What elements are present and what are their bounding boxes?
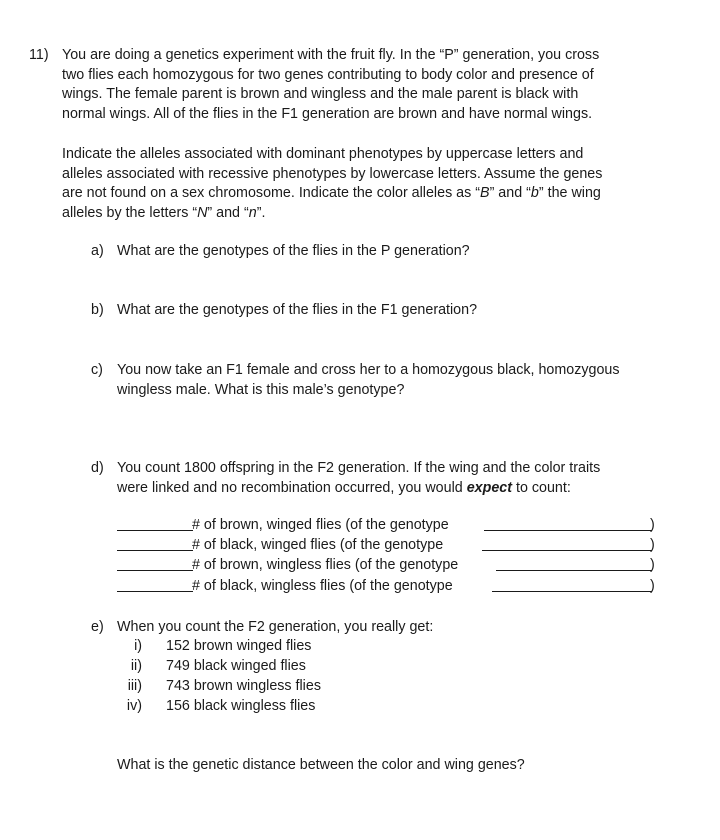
part-c-question: [117, 361, 692, 400]
close-paren: ): [650, 517, 655, 533]
close-paren: ): [650, 537, 655, 553]
question-number: 11): [29, 47, 49, 63]
allele-B: B: [480, 185, 490, 201]
final-question: What is the genetic distance between the color and wing genes?: [117, 757, 525, 773]
part-d-line: [117, 479, 692, 499]
genotype-blank[interactable]: [484, 530, 652, 531]
instruction-text: alleles by the letters “: [62, 204, 198, 221]
expected-row-label: # of brown, winged flies (of the genotype: [192, 517, 449, 533]
part-d-question: [117, 459, 692, 498]
instruction-line: [62, 184, 682, 204]
part-e-question: When you count the F2 generation, you really get:: [117, 619, 434, 635]
allele-b: b: [530, 185, 539, 201]
count-blank[interactable]: [117, 530, 193, 531]
expected-row-label: # of black, wingless flies (of the genotype: [192, 578, 453, 594]
intro-line: normal wings. All of the flies in the F1 generation are brown and have normal wings.: [62, 105, 593, 122]
part-c-line: wingless male. What is this male’s genotype?: [117, 381, 405, 398]
part-b-question: What are the genotypes of the flies in the F1 generation?: [117, 302, 478, 318]
part-a-label: a): [91, 243, 104, 259]
instruction-line: Indicate the alleles associated with dominant phenotypes by uppercase letters and: [62, 146, 584, 162]
count-blank[interactable]: [117, 550, 193, 551]
part-a-question: What are the genotypes of the flies in the P generation?: [117, 243, 470, 259]
part-d-text: to count:: [512, 479, 571, 496]
list-item: 156 black wingless flies: [166, 698, 316, 714]
close-paren: ): [650, 578, 655, 594]
allele-N: N: [197, 204, 208, 221]
instruction-text: ”.: [256, 204, 266, 221]
list-item: 743 brown wingless flies: [166, 678, 321, 694]
part-e-label: e): [91, 619, 104, 635]
part-b-label: b): [91, 302, 104, 318]
genotype-blank[interactable]: [496, 570, 652, 571]
instruction-text: ” and “: [489, 185, 531, 201]
instruction-text: ” the wing: [538, 185, 601, 201]
expected-row-label: # of black, winged flies (of the genotype: [192, 537, 444, 553]
instruction-text: are not found on a sex chromosome. Indicate the color alleles as “: [62, 185, 481, 201]
close-paren: ): [650, 557, 655, 573]
allele-instructions: [62, 145, 682, 223]
list-numeral: ii): [130, 658, 142, 674]
list-item: 749 black winged flies: [166, 658, 306, 674]
genotype-blank[interactable]: [482, 550, 652, 551]
instruction-text: ” and “: [207, 204, 249, 221]
list-numeral: i): [134, 638, 142, 654]
count-blank[interactable]: [117, 591, 193, 592]
list-numeral: iv): [126, 698, 142, 714]
count-blank[interactable]: [117, 570, 193, 571]
expected-row-label: # of brown, wingless flies (of the genotype: [192, 557, 459, 573]
list-numeral: iii): [127, 678, 142, 694]
part-d-label: d): [91, 460, 104, 476]
allele-n: n: [248, 204, 257, 221]
list-item: 152 brown winged flies: [166, 638, 312, 654]
part-d-line: You count 1800 offspring in the F2 generation. If the wing and the color traits: [117, 460, 601, 476]
part-d-text: were linked and no recombination occurred, you would: [117, 479, 467, 496]
intro-line: You are doing a genetics experiment with the fruit fly. In the “P” generation, you cross: [62, 47, 600, 63]
intro-line: wings. The female parent is brown and wingless and the male parent is black with: [62, 86, 579, 102]
expect-emphasis: expect: [466, 479, 512, 496]
part-c-label: c): [91, 362, 103, 378]
instruction-line: [62, 204, 682, 224]
genotype-blank[interactable]: [492, 591, 652, 592]
intro-line: two flies each homozygous for two genes contributing to body color and presence of: [62, 66, 594, 83]
instruction-line: alleles associated with recessive phenotypes by lowercase letters. Assume the genes: [62, 165, 603, 182]
question-intro: [62, 46, 682, 124]
part-c-line: You now take an F1 female and cross her to a homozygous black, homozygous: [117, 362, 620, 378]
